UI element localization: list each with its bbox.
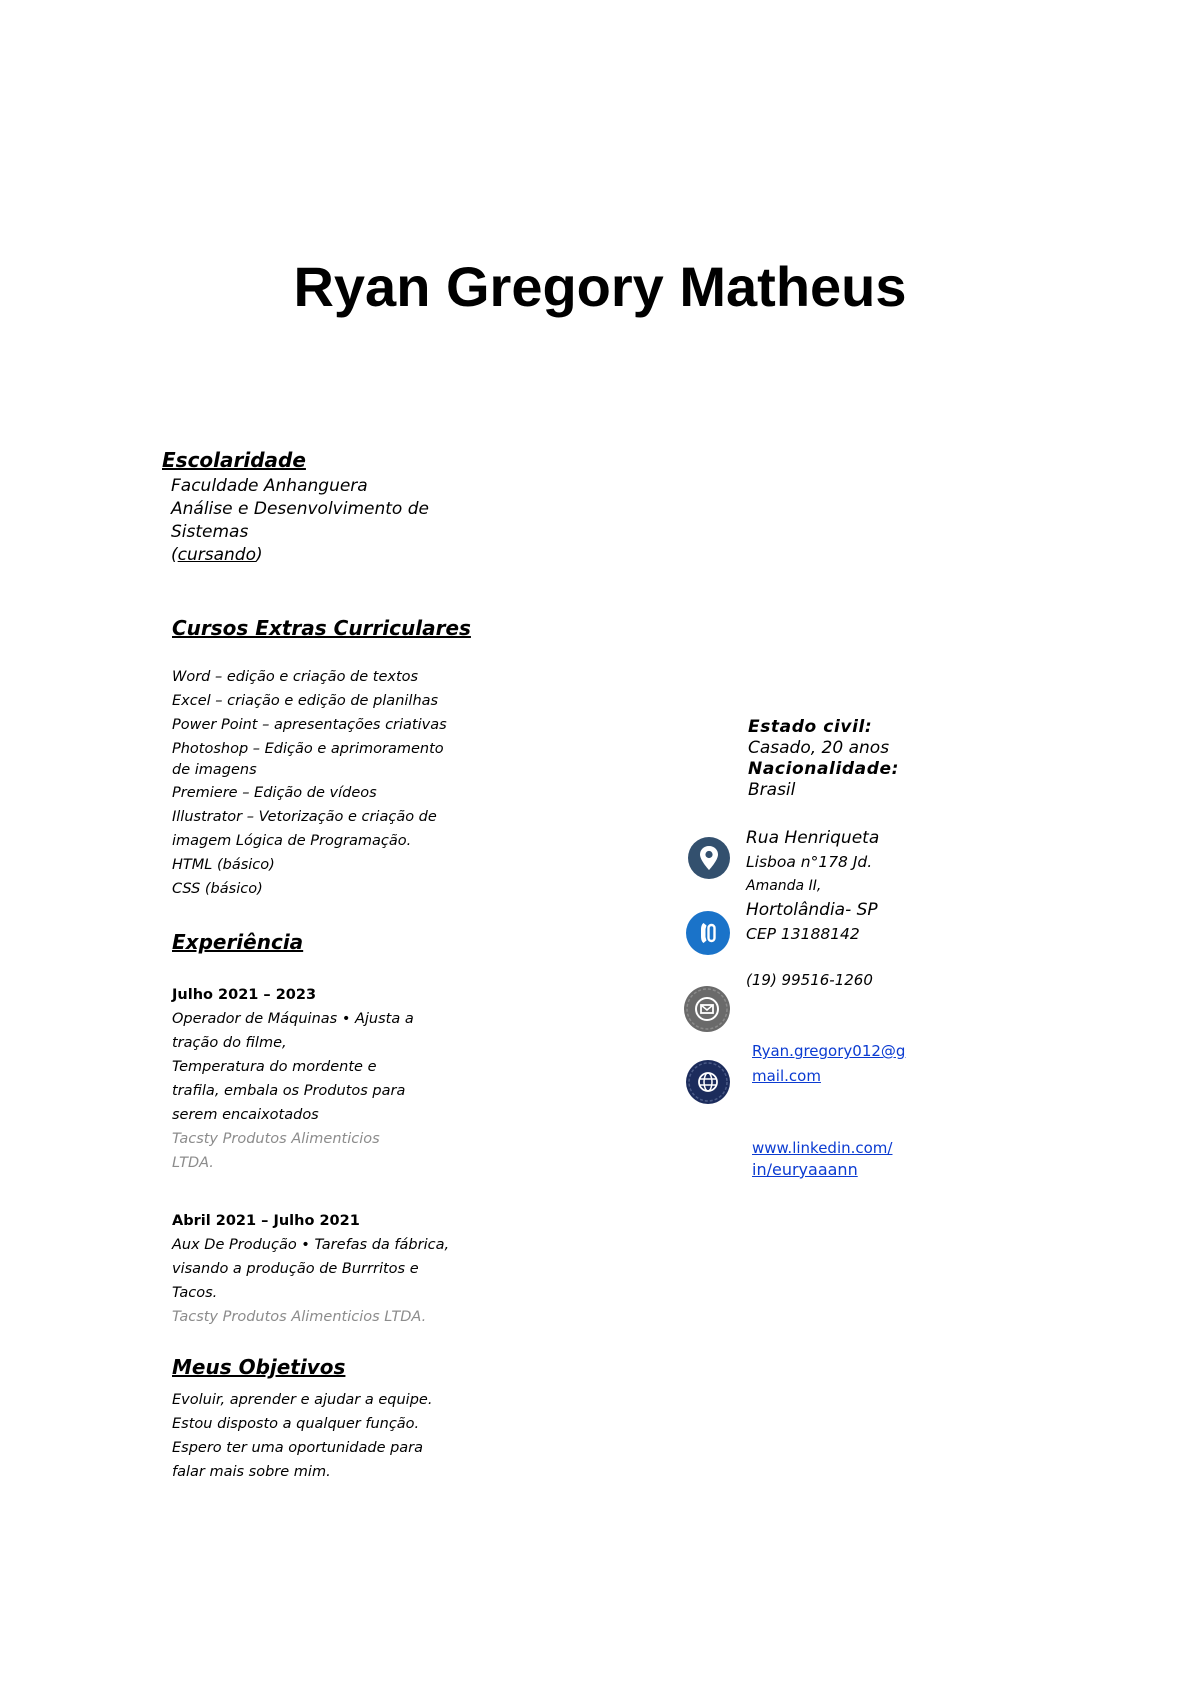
envelope-icon [683,985,731,1033]
linkedin-line[interactable]: in/euryaaann [752,1160,858,1179]
objective-line: falar mais sobre mim. [172,1464,331,1480]
job-company: LTDA. [172,1155,214,1171]
job-description-line: Operador de Máquinas • Ajusta a [172,1011,414,1027]
job-company: Tacsty Produtos Alimenticios [172,1131,380,1147]
education-status-open: ( [171,545,178,565]
email-link[interactable] [752,1039,905,1089]
objectives-heading: Meus Objetivos [172,1355,346,1379]
candidate-name: Ryan Gregory Matheus [293,255,907,318]
job-entry-1 [172,983,414,1175]
address-line: Lisboa n°178 Jd. [746,853,873,871]
phone-number: (19) 99516-1260 [746,971,873,989]
personal-info [748,717,899,801]
course-item: imagem Lógica de Programação. [172,833,412,849]
civil-status-value: Casado, 20 anos [748,738,890,758]
courses-heading: Cursos Extras Curriculares [172,616,471,640]
education-course-line-1: Análise e Desenvolvimento de [171,499,429,519]
job-entry-2 [172,1209,449,1329]
job-period: Abril 2021 – Julho 2021 [172,1213,360,1229]
nationality-value: Brasil [748,780,796,800]
globe-icon [685,1059,731,1105]
address-line: Amanda II, [746,878,822,894]
course-item: Word – edição e criação de textos [172,669,419,685]
job-description-line: visando a produção de Burrritos e [172,1261,419,1277]
job-description-line: tração do filme, [172,1035,287,1051]
course-item: Power Point – apresentações criativas [172,717,447,733]
phone-icon [685,910,731,956]
nationality-label: Nacionalidade: [748,759,900,779]
education-status-close: ) [256,545,263,565]
objective-line: Evoluir, aprender e ajudar a equipe. [172,1392,433,1408]
course-item: CSS (básico) [172,881,263,897]
address-line: CEP 13188142 [746,925,860,943]
map-pin-icon [686,835,732,881]
email-line[interactable]: Ryan.gregory012@g [752,1042,906,1060]
job-description-line: trafila, embala os Produtos para [172,1083,406,1099]
education-status [171,544,429,567]
education-heading: Escolaridade [162,448,306,472]
course-item: HTML (básico) [172,857,275,873]
address-line: Rua Henriqueta [746,828,880,848]
civil-status-label: Estado civil: [748,717,873,737]
job-description-line: Aux De Produção • Tarefas da fábrica, [172,1237,450,1253]
job-description-line: serem encaixotados [172,1107,319,1123]
job-description-line: Temperatura do mordente e [172,1059,377,1075]
linkedin-link[interactable] [752,1137,892,1181]
courses-list [172,665,447,901]
address-line: Hortolândia- SP [746,900,878,920]
job-period: Julho 2021 – 2023 [172,987,317,1003]
objectives-block [172,1388,432,1484]
course-item: Photoshop – Edição e aprimoramento [172,741,444,757]
job-description-line: Tacos. [172,1285,218,1301]
course-item: Premiere – Edição de vídeos [172,785,377,801]
objective-line: Espero ter uma oportunidade para [172,1440,424,1456]
course-item: Illustrator – Vetorização e criação de [172,809,437,825]
linkedin-line[interactable]: www.linkedin.com/ [752,1139,893,1157]
objective-line: Estou disposto a qualquer função. [172,1416,420,1432]
address-block [746,826,879,946]
experience-heading: Experiência [172,930,304,954]
email-line[interactable]: mail.com [752,1067,821,1085]
course-item: de imagens [172,762,257,778]
job-company: Tacsty Produtos Alimenticios LTDA. [172,1309,427,1325]
education-block [171,475,429,567]
education-institution: Faculdade Anhanguera [171,476,368,496]
education-status-word: cursando [177,545,256,565]
education-course-line-2: Sistemas [171,522,249,542]
course-item: Excel – criação e edição de planilhas [172,693,439,709]
